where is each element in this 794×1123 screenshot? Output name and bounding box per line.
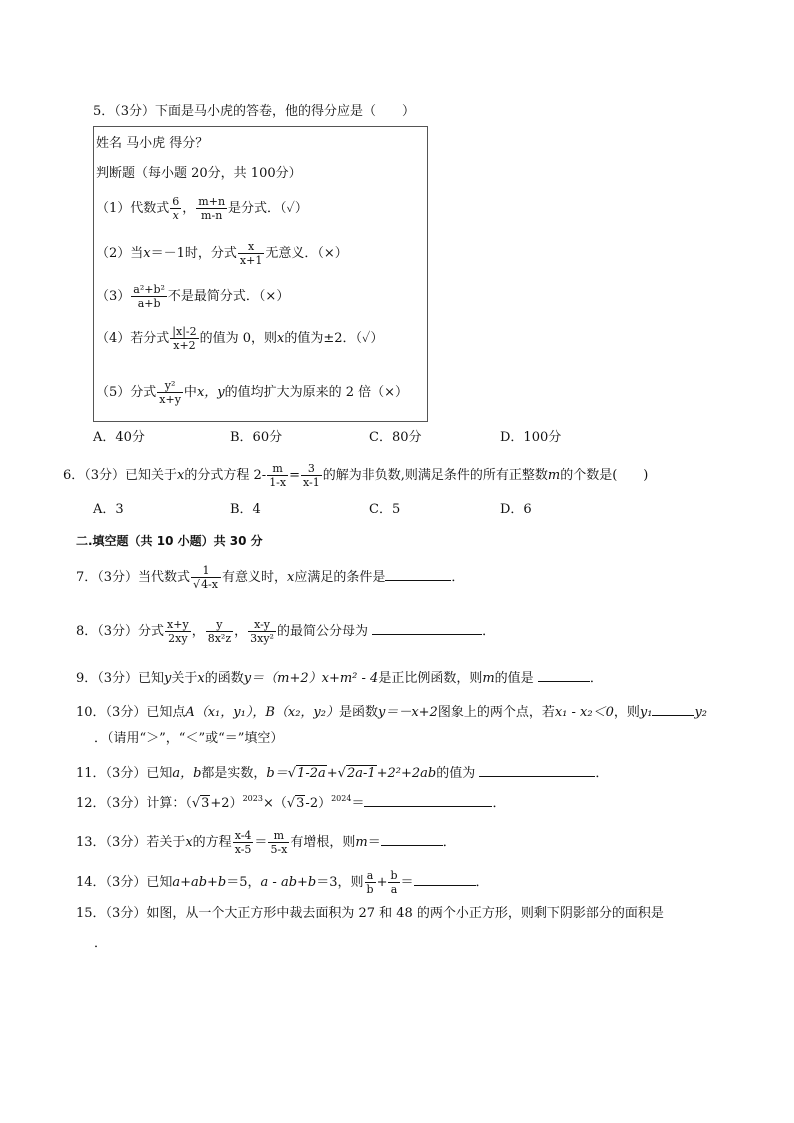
text: 13．（3分）若关于 [76,835,186,850]
text: 14．（3分）已知 [76,875,173,890]
text: （5）分式 [96,385,157,400]
denominator: 1-x [269,476,287,489]
text: ． [442,835,456,850]
text: 的值为±2．（✓） [284,331,384,346]
denominator: 2xy [168,632,188,645]
comma: ， [182,201,196,216]
variable: x [177,468,185,483]
denominator: x [172,209,179,222]
text: 的方程 [192,835,232,850]
text: +2） [210,796,243,811]
fraction [267,463,288,488]
text: （1）代数式 [96,201,170,216]
text: 不是最简分式．（×） [167,289,290,304]
answer-blank[interactable] [538,669,590,682]
numerator: x+y [167,618,189,631]
fraction [388,870,399,895]
expression: +2²+2ab [376,766,437,781]
points: A（x₁，y₁），B（x₂，y₂） [185,705,339,720]
variable: x [287,570,295,585]
text: 的函数 [204,671,244,686]
fraction [170,326,198,351]
text: 是分式．（✓） [228,201,308,216]
variable: y [164,671,172,686]
q5-item5 [96,380,408,405]
denominator: √4-x [193,578,218,591]
text: 有意义时， [221,570,287,585]
fraction [157,380,183,405]
text: -2） [305,796,332,811]
fraction [131,284,167,309]
q10-line2: ．（请用“＞”，“＜”或“＝”填空） [94,731,284,746]
denominator: x+1 [239,254,263,267]
q8 [76,619,495,644]
text: ． [475,875,489,890]
q10-line1 [76,703,707,719]
text: 7．（3分）当代数式 [76,570,191,585]
numerator: m [267,463,288,476]
numerator: |x|-2 [172,325,197,338]
text: ＝5， [226,875,261,890]
text: 关于 [171,671,198,686]
expression: a - ab+b [260,875,317,890]
text: 都是实数， [201,766,267,781]
plus: + [376,875,388,890]
comma: ， [234,624,248,639]
text: 是函数 [338,705,378,720]
q5-item3 [96,284,289,309]
radicand: 2a-1 [346,766,376,781]
fraction [191,565,221,590]
text: （3） [96,289,131,304]
q6-option-d[interactable]: D．6 [500,502,532,517]
text: 的值为 [436,766,476,781]
text: 的最简公分母为 [276,624,368,639]
equals: ＝ [254,835,268,850]
text: 的个数是( ) [560,468,649,483]
text: 的值是 [494,671,534,686]
text: （2）当 [96,246,144,261]
denominator: 3xy² [250,632,274,645]
text: ＝ [367,835,381,850]
q12: 12．（3分）计算：$(√3+2)^{2023}\times(√3-2)^{2024}=$ ． [76,794,506,811]
q5-item2 [96,241,348,266]
equals: = [289,468,301,483]
q5-option-a[interactable]: A．40分 [93,430,145,445]
section2-title: 二.填空题（共 10 小题）共 30 分 [76,534,263,548]
denominator: x+y [159,393,181,406]
text: 11．（3分）已知 [76,766,173,781]
denominator: x-5 [234,843,252,856]
denominator: b [366,883,374,896]
denominator: x+2 [173,339,196,352]
radicand: 4-x [201,578,218,591]
variable: y₁ [639,705,653,720]
denominator: a+b [137,297,161,310]
numerator: y [206,619,233,632]
q11: 11．（3分）已知a，b都是实数，b＝√1-2a+√2a-1+2²+2ab的值为 ． [76,766,609,781]
text: ＝ [351,796,365,811]
fraction [206,619,233,644]
numerator: 1 [191,565,221,578]
condition: x₁ - x₂＜0 [554,705,614,720]
numerator: 6 [172,195,180,208]
q15-line2: ． [94,936,108,951]
text: （4）若分式 [96,331,170,346]
q6-option-a[interactable]: A．3 [93,502,124,517]
answer-blank[interactable] [414,873,476,886]
variable: m [482,671,495,686]
denominator: m-n [201,209,223,222]
text: ． [482,624,496,639]
text: 的解为非负数,则满足条件的所有正整数 [322,468,548,483]
numerator: x-y [248,619,276,632]
numerator: y² [157,380,183,393]
variables: x，y [196,385,225,400]
numerator: a²+b² [133,283,165,296]
text: 的值为 0，则 [199,331,278,346]
text: ＝－1时，分式 [150,246,237,261]
answer-blank[interactable] [652,703,694,716]
variable: x [197,671,205,686]
fraction [238,241,264,266]
expression: b＝ [266,766,288,781]
fraction [165,619,191,644]
fraction [365,870,376,895]
radicand: 3 [201,796,210,811]
text: ． [589,671,603,686]
numerator: b [390,869,398,882]
text: 6．（3分）已知关于 [63,468,178,483]
q5-section-line: 判断题（每小题 20分，共 100分） [96,166,302,181]
text: ＝ [400,875,414,890]
fraction [196,196,227,221]
text: ×（ [262,796,287,811]
denominator: x-1 [303,476,320,489]
comma: ， [191,624,205,639]
text: 中 [183,385,197,400]
text: ，则 [613,705,640,720]
numerator: 3 [301,463,322,476]
text: ． [595,766,609,781]
q7 [76,565,464,590]
answer-blank[interactable] [381,833,443,846]
variable: m [355,835,368,850]
text: 8．（3分）分式 [76,624,165,639]
text: 是正比例函数，则 [378,671,483,686]
radicand: 1-2a [297,766,326,781]
text: 的分式方程 2- [184,468,267,483]
function: y＝－x+2 [377,705,438,720]
numerator: m+n [198,195,226,208]
q5-name-line: 姓名 马小虎 得分？ [96,136,209,151]
numerator: m [268,830,289,843]
plus: + [326,766,338,781]
fraction [268,830,289,855]
answer-blank[interactable] [372,622,482,635]
fraction [233,830,254,855]
text: ＝3，则 [316,875,364,890]
answer-blank[interactable] [479,764,595,777]
text: 的值均扩大为原来的 2 倍（×） [224,385,409,400]
text: ． [451,570,465,585]
text: 12．（3分）计算：（ [76,796,192,811]
text: 图象上的两个点，若 [437,705,555,720]
expression: a+ab+b [172,875,227,890]
numerator: x-4 [234,829,252,842]
fraction [170,196,181,221]
q5-item1 [96,196,308,221]
text: 有增根，则 [290,835,356,850]
text: 9．（3分）已知 [76,671,165,686]
text: 无意义．（×） [265,246,348,261]
q13 [76,830,456,855]
denominator: 5-x [270,843,288,856]
expression: y＝（m+2）x+m² - 4 [243,671,379,686]
text: 10．（3分）已知点 [76,705,186,720]
answer-blank[interactable] [385,568,451,581]
q5-stem: 5．（3分）下面是马小虎的答卷，他的得分应是（ ） [93,104,416,119]
denominator: 8x²z [207,632,232,645]
q5-option-b[interactable]: B．60分 [230,430,283,445]
q5-item4 [96,326,383,351]
answer-blank[interactable] [364,794,492,807]
text: 应满足的条件是 [294,570,386,585]
fraction [248,619,276,644]
radicand: 3 [296,796,305,811]
q5-option-d[interactable]: D．100分 [500,430,562,445]
variable: y₂ [694,705,707,720]
q6-option-b[interactable]: B．4 [230,502,261,517]
q5-option-c[interactable]: C．80分 [369,430,422,445]
denominator: a [390,883,398,896]
fraction [301,463,322,488]
variables: a，b [172,766,202,781]
q15-line1: 15．（3分）如图，从一个大正方形中裁去面积为 27 和 48 的两个小正方形，则剩下阴影部分的面积是 [76,906,664,921]
variable: m [547,468,561,483]
text: ． [492,796,506,811]
variable: x [277,331,285,346]
numerator: a [365,870,376,883]
q9 [76,669,603,685]
q14 [76,870,489,895]
variable: x [143,246,151,261]
exponent: 2023 [242,794,263,803]
q6-stem [63,463,648,488]
q6-option-c[interactable]: C．5 [369,502,401,517]
numerator: x [238,241,264,254]
exponent: 2024 [331,794,352,803]
variable: x [185,835,193,850]
